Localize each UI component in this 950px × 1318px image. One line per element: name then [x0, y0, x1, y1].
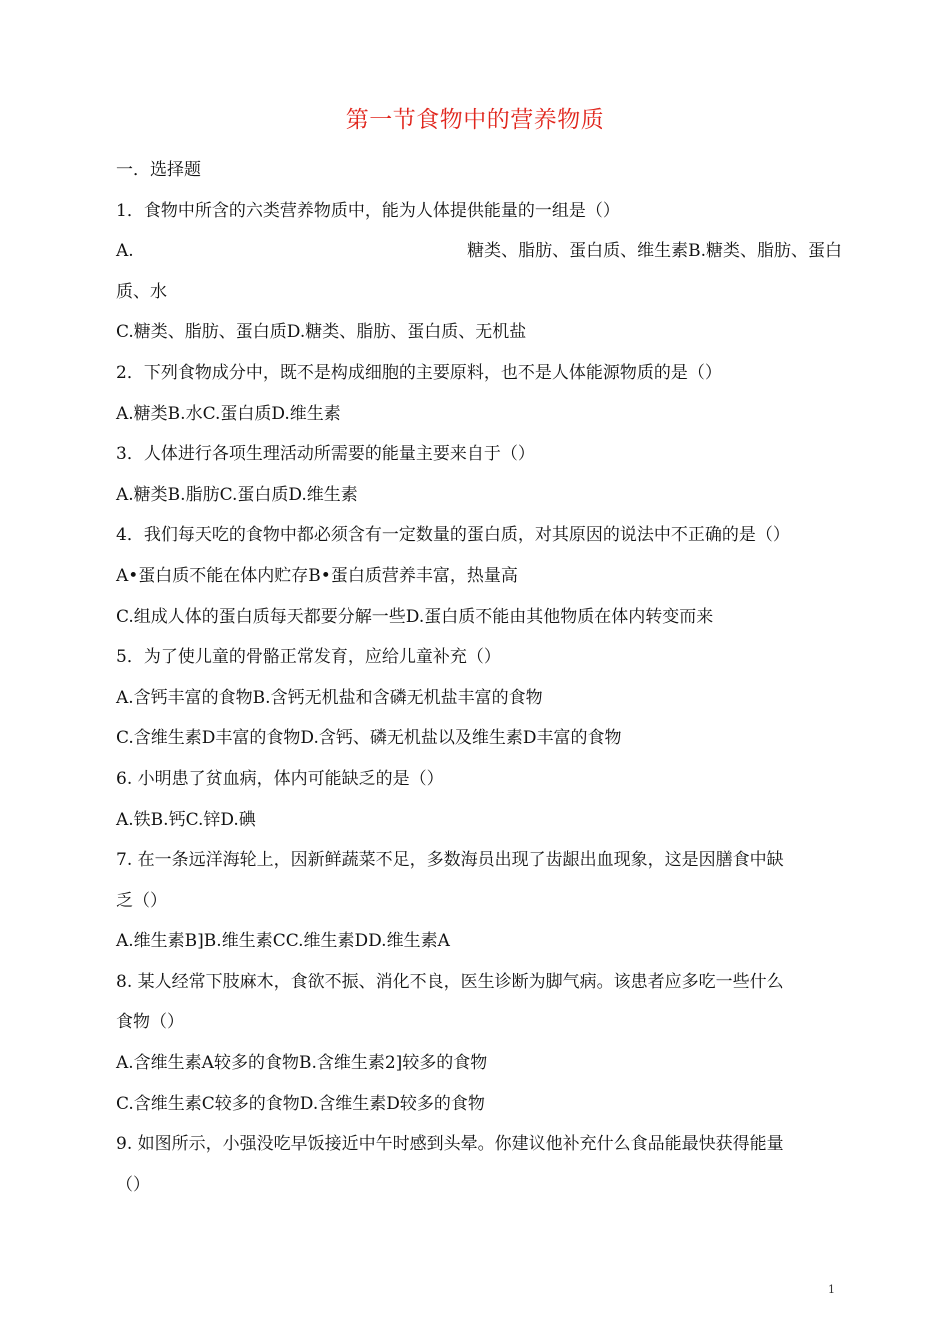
question-9: 9. 如图所示，小强没吃早饭接近中午时感到头晕。你建议他补充什么食品能最快获得能量 — [116, 1134, 784, 1155]
section-heading: 一．选择题 — [116, 160, 201, 180]
question-3: 3．人体进行各项生理活动所需要的能量主要来自于（） — [116, 444, 535, 465]
question-7-continued: 乏（） — [116, 890, 167, 911]
document-title: 第一节食物中的营养物质 — [345, 107, 605, 133]
question-7-options: A.维生素B]B.维生素CC.维生素DD.维生素A — [116, 931, 450, 952]
page-number: 1 — [828, 1283, 835, 1296]
question-3-options: A.糖类B.脂肪C.蛋白质D.维生素 — [116, 484, 358, 505]
question-1-options: 糖类、脂肪、蛋白质、维生素B.糖类、脂肪、蛋白 — [467, 241, 842, 262]
question-1: 1．食物中所含的六类营养物质中，能为人体提供能量的一组是（） — [116, 200, 620, 221]
question-8: 8. 某人经常下肢麻木，食欲不振、消化不良，医生诊断为脚气病。该患者应多吃一些什么 — [116, 971, 784, 992]
question-4-options-ab: A•蛋白质不能在体内贮存B•蛋白质营养丰富，热量高 — [116, 565, 518, 586]
question-8-options-cd: C.含维生素C较多的食物D.含维生素D较多的食物 — [116, 1093, 485, 1114]
question-6-options: A.铁B.钙C.锌D.碘 — [116, 809, 256, 830]
question-8-options-ab: A.含维生素A较多的食物B.含维生素2]较多的食物 — [116, 1053, 488, 1074]
question-8-continued: 食物（） — [116, 1012, 184, 1033]
question-1-options-continued: 质、水 — [116, 281, 167, 302]
question-7: 7. 在一条远洋海轮上，因新鲜蔬菜不足，多数海员出现了齿龈出血现象，这是因膳食中缺 — [116, 850, 784, 871]
question-2-options: A.糖类B.水C.蛋白质D.维生素 — [116, 403, 341, 424]
question-1-options-row — [116, 231, 842, 272]
question-5-options-cd: C.含维生素D丰富的食物D.含钙、磷无机盐以及维生素D丰富的食物 — [116, 728, 622, 749]
question-5: 5．为了使儿童的骨骼正常发育，应给儿童补充（） — [116, 647, 501, 668]
question-5-options-ab: A.含钙丰富的食物B.含钙无机盐和含磷无机盐丰富的食物 — [116, 687, 543, 708]
question-2: 2．下列食物成分中，既不是构成细胞的主要原料，也不是人体能源物质的是（） — [116, 362, 722, 383]
question-1-options-cd: C.糖类、脂肪、蛋白质D.糖类、脂肪、蛋白质、无机盐 — [116, 322, 527, 343]
question-6: 6. 小明患了贫血病，体内可能缺乏的是（） — [116, 768, 444, 789]
question-4: 4．我们每天吃的食物中都必须含有一定数量的蛋白质，对其原因的说法中不正确的是（） — [116, 525, 790, 546]
question-9-continued: （） — [116, 1174, 150, 1195]
option-a-label: A. — [116, 241, 134, 262]
document-body — [116, 150, 842, 1205]
question-4-options-cd: C.组成人体的蛋白质每天都要分解一些D.蛋白质不能由其他物质在体内转变而来 — [116, 606, 714, 627]
